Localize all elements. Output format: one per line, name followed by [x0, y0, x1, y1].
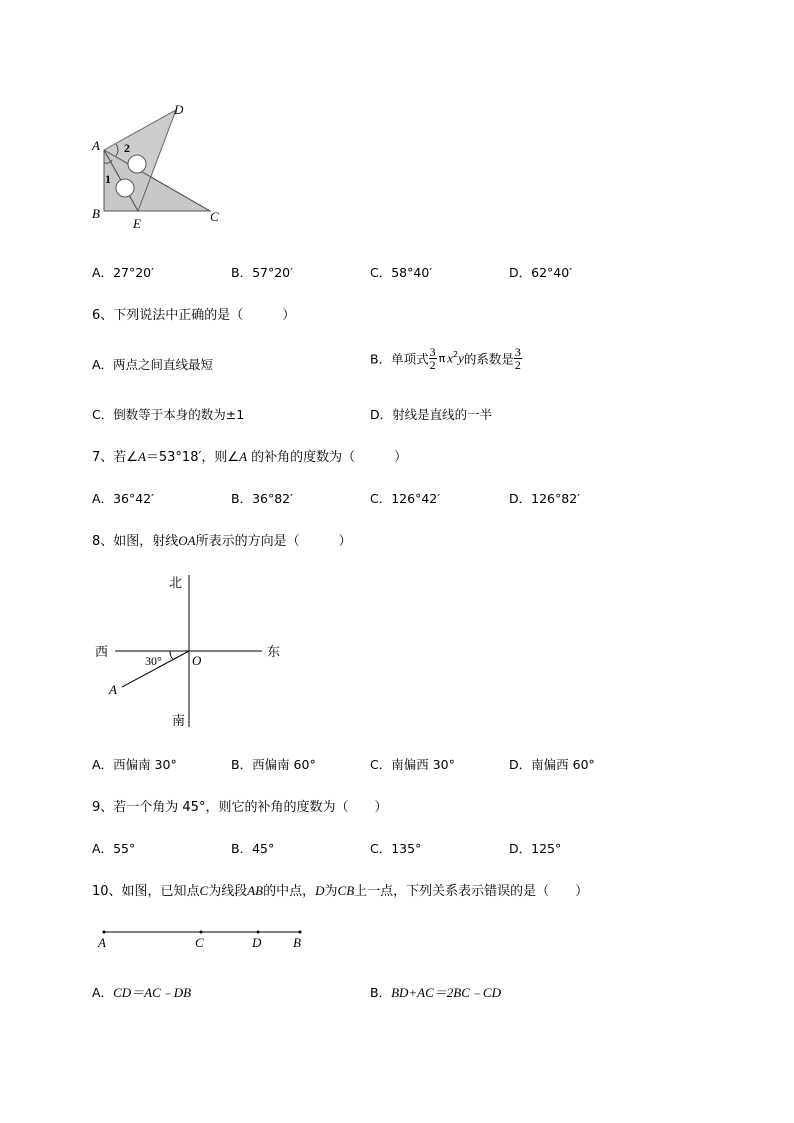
q5-option-c[interactable] [370, 263, 432, 281]
q6-fraction-1-num: 3 [429, 345, 436, 359]
q10-stem-p2: 为线段 [208, 884, 248, 899]
q6-option-b[interactable] [370, 346, 522, 371]
q10-var-c: C [199, 883, 209, 898]
label-angle-30: 30° [145, 654, 162, 668]
q7-option-a-text: 36°42′ [113, 491, 154, 506]
point-a [103, 931, 106, 934]
q8-stem-suffix: 所表示的方向是（ ） [195, 534, 352, 549]
q5-option-c-letter: C． [370, 265, 392, 280]
point-c [200, 931, 203, 934]
q7-stem [92, 446, 407, 465]
q7-option-d-letter: D． [509, 491, 532, 506]
q7-stem-suffix: 的补角的度数为（ ） [247, 450, 408, 465]
hole-lower [116, 179, 134, 197]
q9-option-c[interactable] [370, 839, 421, 857]
q8-option-a-letter: A． [92, 757, 114, 772]
q6-option-d[interactable]: D．射线是直线的一半 [370, 407, 493, 422]
q9-option-d-letter: D． [509, 841, 532, 856]
q6-option-b-middle: 的系数是 [463, 351, 514, 367]
q6-option-b-prefix: B．单项式 [370, 351, 429, 367]
q7-option-b-text: 36°82′ [252, 491, 293, 506]
q9-option-b[interactable] [231, 839, 274, 857]
q9-option-b-letter: B． [231, 841, 253, 856]
point-d [257, 931, 260, 934]
q10-var-cb: CB [337, 883, 355, 898]
q10-option-a[interactable] [92, 982, 191, 1001]
label-b: B [92, 206, 100, 221]
q10-stem-p4: 为 [324, 884, 338, 899]
q8-option-d-text: 南偏西 60° [531, 757, 595, 772]
q7-option-c-text: 126°42′ [391, 491, 441, 506]
q7-var-a2: A [239, 449, 248, 464]
q8-option-c[interactable] [370, 755, 455, 773]
q6-fraction-2-num: 3 [514, 345, 521, 359]
label-angle-2: 2 [124, 141, 130, 155]
q6-fraction-1 [429, 346, 437, 371]
q7-option-a[interactable] [92, 489, 154, 507]
q6-fraction-2-den: 2 [514, 358, 521, 372]
q7-stem-mid: ＝53°18′，则∠ [145, 450, 240, 465]
label-north: 北 [169, 575, 183, 590]
q10-option-b-expr: BD+AC＝2BC﹣CD [391, 985, 501, 1000]
q6-pi: π [438, 352, 446, 365]
q9-option-c-letter: C． [370, 841, 392, 856]
q10-option-a-expr: CD＝AC﹣DB [113, 985, 192, 1000]
q8-option-d[interactable] [509, 755, 595, 773]
q9-option-d-text: 125° [531, 841, 562, 856]
triangle-figure [86, 100, 226, 235]
q9-option-c-text: 135° [391, 841, 422, 856]
q8-option-c-letter: C． [370, 757, 392, 772]
q8-option-b-text: 西偏南 60° [252, 757, 316, 772]
compass-figure [90, 570, 290, 730]
q10-stem [92, 880, 588, 899]
q6-fraction-1-den: 2 [429, 358, 436, 372]
label-west: 西 [95, 644, 109, 659]
label-east: 东 [267, 644, 281, 659]
label-seg-b: B [293, 935, 301, 950]
q8-stem [92, 530, 352, 549]
q9-option-a-letter: A． [92, 841, 114, 856]
angle-arc-30 [170, 651, 173, 659]
q9-stem: 9、若一个角为 45°，则它的补角的度数为（ ） [92, 800, 388, 815]
q7-option-b[interactable] [231, 489, 293, 507]
q5-option-b-text: 57°20′ [252, 265, 293, 280]
q10-option-b[interactable] [370, 982, 501, 1001]
q7-option-b-letter: B． [231, 491, 253, 506]
q9-option-d[interactable] [509, 839, 561, 857]
q8-option-c-text: 南偏西 30° [391, 757, 455, 772]
q8-var-oa: OA [178, 533, 196, 548]
point-b [299, 931, 302, 934]
q7-option-c[interactable] [370, 489, 440, 507]
q8-option-a[interactable] [92, 755, 177, 773]
q10-stem-p1: 10、如图，已知点 [92, 884, 200, 899]
q6-var-x: x [447, 350, 453, 366]
q10-option-b-letter: B． [370, 985, 392, 1000]
q7-option-c-letter: C． [370, 491, 392, 506]
q8-option-b[interactable] [231, 755, 316, 773]
q5-option-b[interactable] [231, 263, 293, 281]
label-d: D [174, 102, 184, 117]
q10-option-a-letter: A． [92, 985, 114, 1000]
q7-var-a: A [137, 449, 146, 464]
label-seg-a: A [98, 935, 106, 950]
label-angle-1: 1 [105, 172, 111, 186]
q5-option-d[interactable] [509, 263, 572, 281]
label-a: A [92, 138, 100, 153]
q6-fraction-2 [514, 346, 522, 371]
label-south: 南 [172, 713, 186, 728]
q10-stem-p5: 上一点，下列关系表示错误的是（ ） [354, 884, 589, 899]
label-c: C [210, 209, 219, 224]
label-e: E [133, 216, 141, 231]
q10-stem-p3: 的中点， [263, 884, 316, 899]
segment-figure [95, 922, 310, 954]
q5-option-a-letter: A． [92, 265, 114, 280]
q5-option-a[interactable] [92, 263, 154, 281]
label-origin: O [192, 653, 202, 668]
q6-option-c[interactable]: C．倒数等于本身的数为±1 [92, 407, 245, 422]
q10-var-ab: AB [247, 883, 264, 898]
q8-stem-prefix: 8、如图，射线 [92, 534, 179, 549]
q5-option-d-letter: D． [509, 265, 532, 280]
q7-option-a-letter: A． [92, 491, 114, 506]
q9-option-b-text: 45° [252, 841, 275, 856]
q10-var-d: D [315, 883, 325, 898]
q6-exp: 2 [452, 349, 459, 359]
label-seg-d: D [252, 935, 262, 950]
q5-option-b-letter: B． [231, 265, 253, 280]
q5-option-c-text: 58°40′ [391, 265, 433, 280]
label-seg-c: C [195, 935, 204, 950]
q5-option-a-text: 27°20′ [113, 265, 154, 280]
q8-option-b-letter: B． [231, 757, 253, 772]
q5-option-d-text: 62°40′ [531, 265, 573, 280]
q7-stem-prefix: 7、若∠ [92, 450, 138, 465]
q6-option-a[interactable]: A．两点之间直线最短 [92, 357, 214, 372]
q8-option-d-letter: D． [509, 757, 532, 772]
hole-upper [128, 155, 146, 173]
q7-option-d-text: 126°82′ [531, 491, 580, 506]
q9-option-a-text: 55° [113, 841, 136, 856]
q6-stem: 6、下列说法中正确的是（ ） [92, 308, 296, 323]
q8-option-a-text: 西偏南 30° [113, 757, 177, 772]
q9-option-a[interactable] [92, 839, 135, 857]
q7-option-d[interactable] [509, 489, 580, 507]
label-point-a: A [109, 682, 117, 697]
q6-var-y: y [458, 350, 464, 366]
